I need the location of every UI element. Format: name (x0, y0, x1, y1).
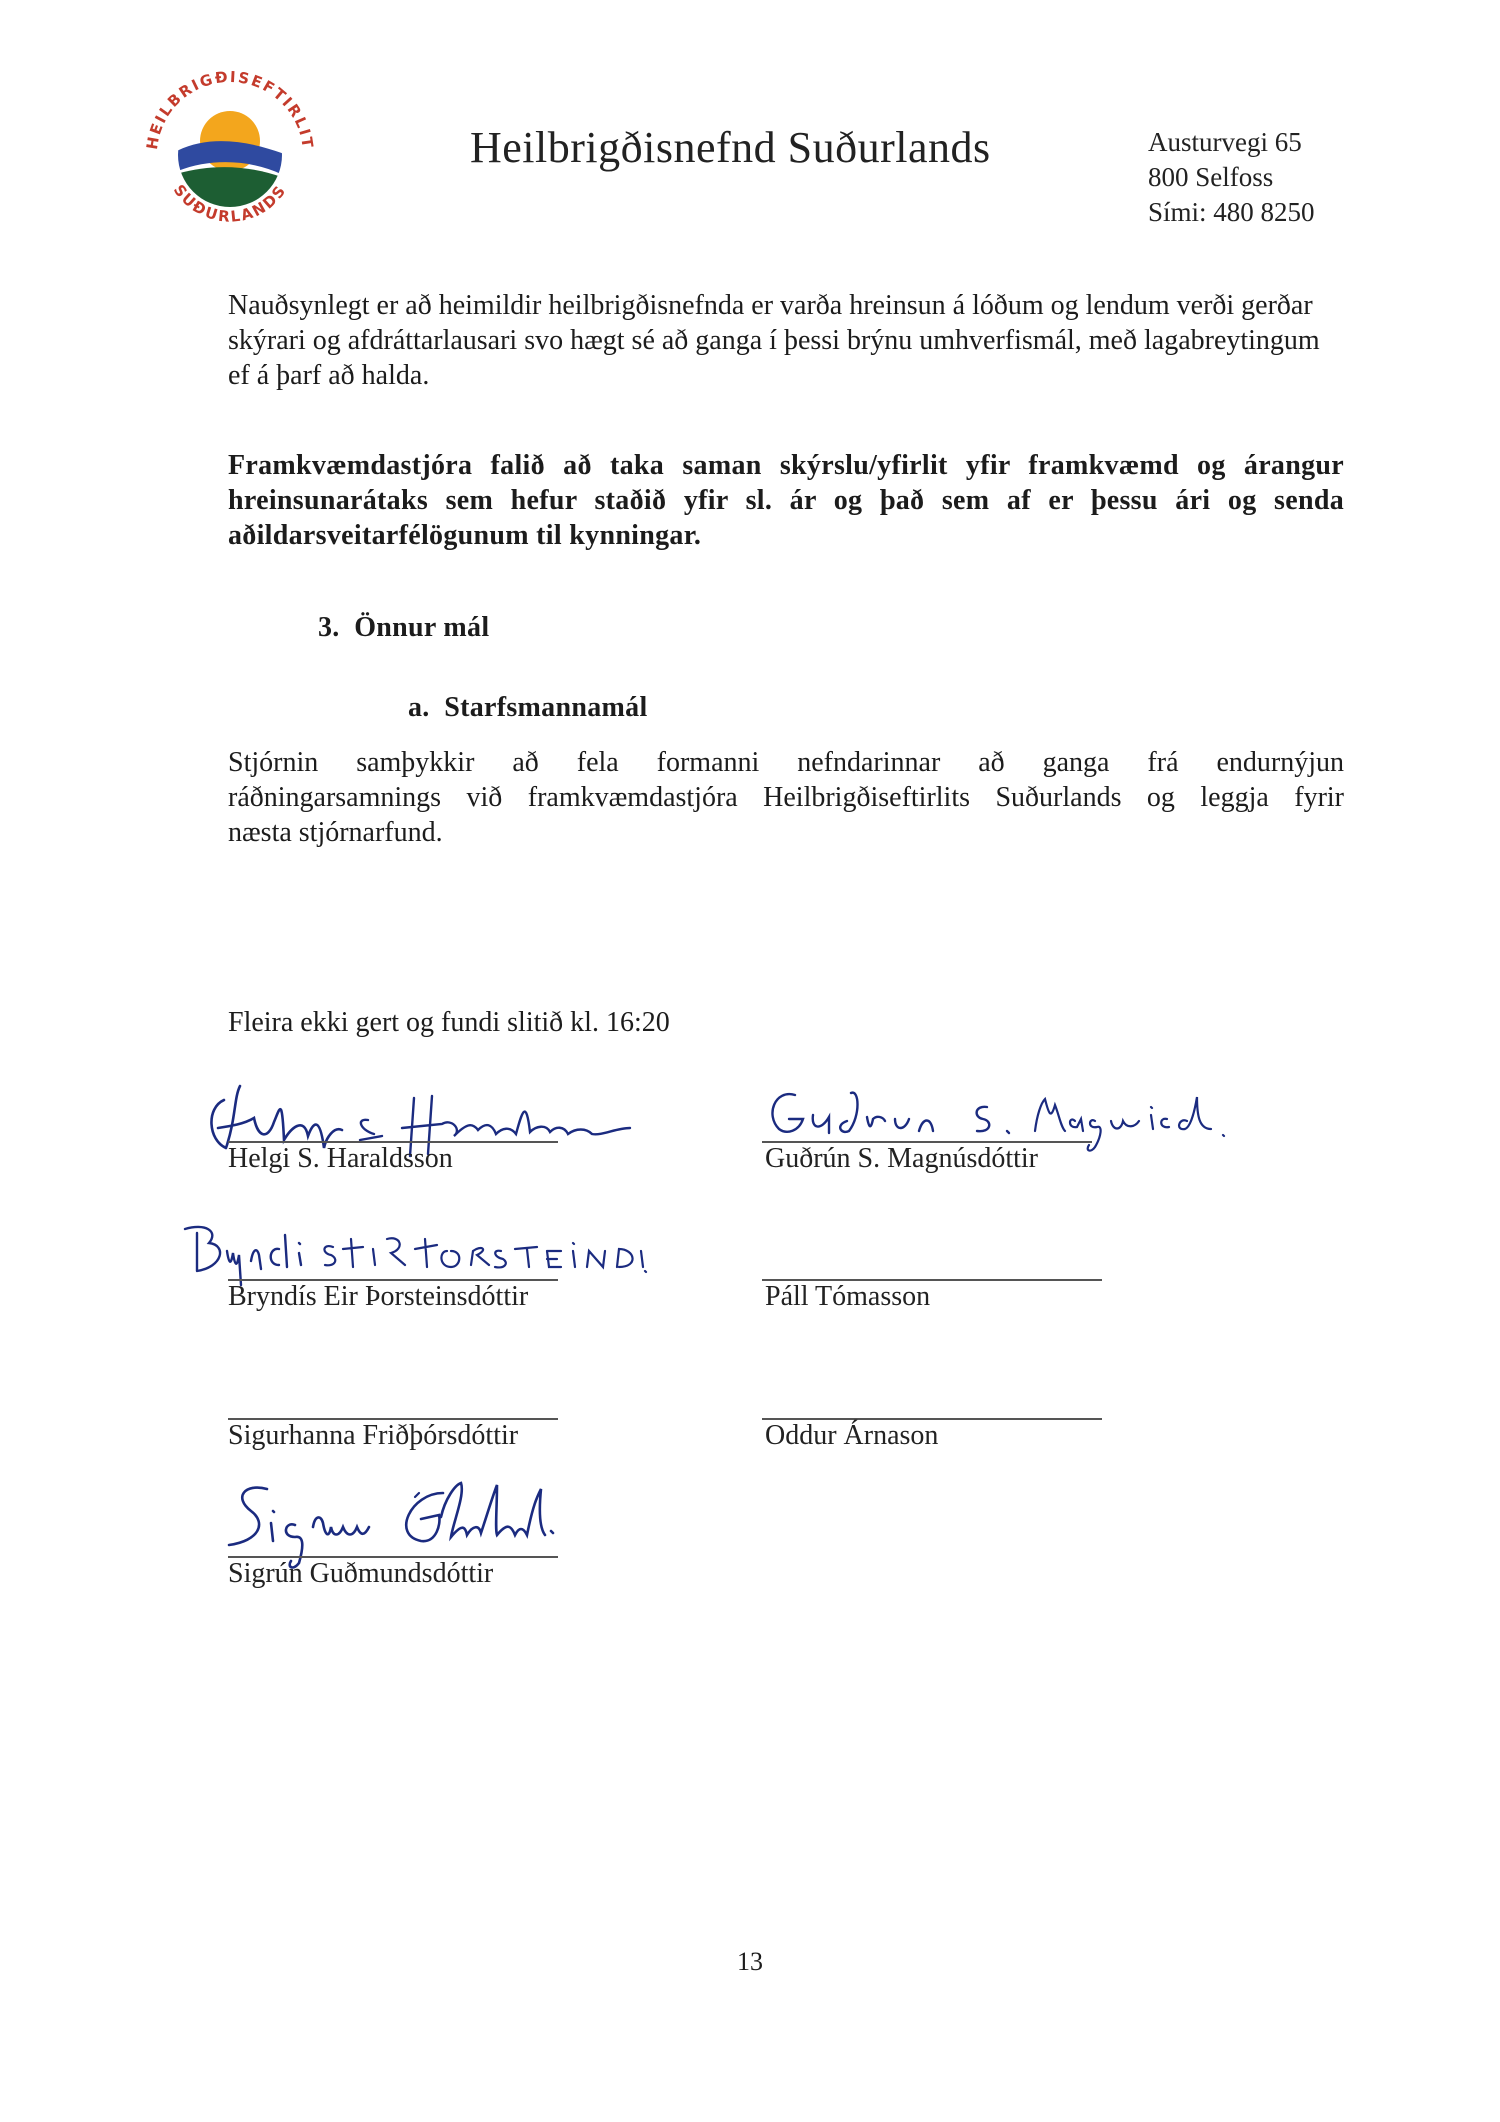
org-logo-icon (135, 55, 325, 245)
subsection-heading: a. Starfsmannamál (408, 692, 648, 723)
signatory-name: Helgi S. Haraldsson (228, 1143, 453, 1174)
address-block (1148, 125, 1315, 230)
signatory-name: Sigrún Guðmundsdóttir (228, 1558, 494, 1589)
staff-line: næsta stjórnarfund. (228, 817, 443, 848)
address-phone: Sími: 480 8250 (1148, 197, 1315, 227)
page-number: 13 (737, 1947, 763, 1976)
signatory-name: Bryndís Eir Þorsteinsdóttir (228, 1281, 529, 1312)
logo-ring-text-bottom: SUÐURLANDS (169, 181, 291, 226)
resolution-paragraph (228, 448, 1344, 553)
intro-paragraph: Nauðsynlegt er að heimildir heilbrigðisnefnda er varða hreinsun á lóðum og lendum verði gerðar skýrari og afdráttarlausari svo hægt sé að ganga í þessi brýnu umhverfismál, með lagabreytingum ef á þarf að halda. (228, 290, 1320, 391)
signatory-name: Guðrún S. Magnúsdóttir (765, 1143, 1038, 1174)
address-city: 800 Selfoss (1148, 162, 1274, 192)
logo-ring-text: HEILBRIGÐISEFTIRLIT (142, 67, 317, 151)
signatory-name: Oddur Árnason (765, 1420, 939, 1451)
organization-name: Heilbrigðisnefnd Suðurlands (470, 123, 991, 172)
closing-text: Fleira ekki gert og fundi slitið kl. 16:20 (228, 1007, 670, 1038)
section-heading: 3. Önnur mál (318, 612, 490, 643)
logo-graphic (135, 55, 325, 245)
resolution-line: hreinsunarátaks sem hefur staðið yfir sl. ár og það sem af er þessu ári og senda (228, 485, 1344, 516)
resolution-line: aðildarsveitarfélögunum til kynningar. (228, 520, 702, 551)
staff-paragraph (228, 745, 1344, 850)
signatory-name: Páll Tómasson (765, 1281, 931, 1312)
resolution-line: Framkvæmdastjóra falið að taka saman skýrslu/yfirlit yfir framkvæmd og árangur (228, 450, 1344, 481)
signatory-name: Sigurhanna Friðþórsdóttir (228, 1420, 519, 1451)
staff-line: ráðningarsamnings við framkvæmdastjóra Heilbrigðiseftirlits Suðurlands og leggja fyrir (228, 782, 1344, 813)
address-street: Austurvegi 65 (1148, 127, 1302, 157)
staff-line: Stjórnin samþykkir að fela formanni nefndarinnar að ganga frá endurnýjun (228, 747, 1344, 778)
